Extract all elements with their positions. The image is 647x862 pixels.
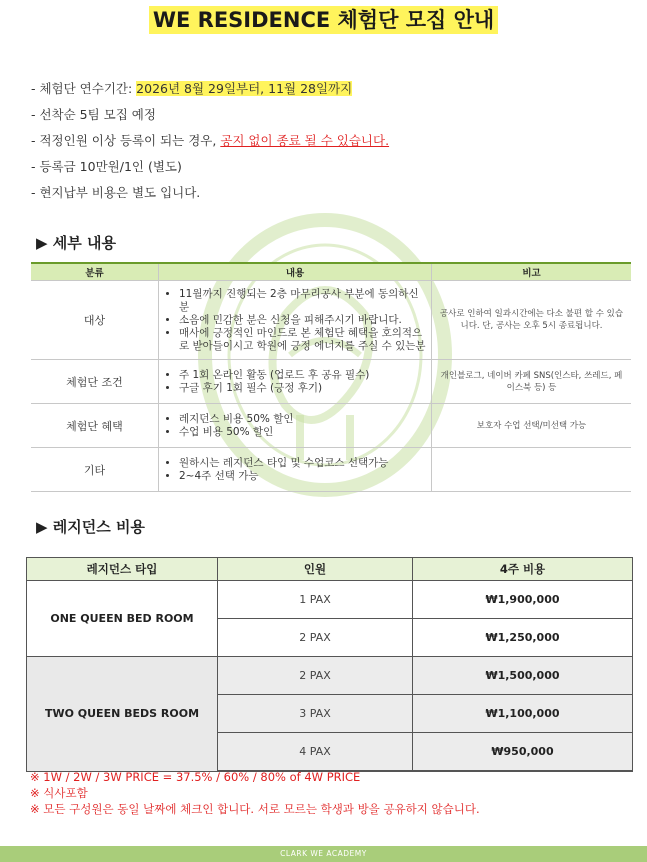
list-item: • 레지던스 비용 50% 할인 [179,413,430,426]
pax-cell: 4 PAX [218,733,413,772]
section-detail-heading: ▶ 세부 내용 [36,234,116,252]
table-row [31,404,631,448]
row-category: 기타 [31,448,159,492]
list-item: • 구글 후기 1회 필수 (긍정 후기) [179,382,430,395]
row-category: 체험단 조건 [31,360,159,404]
row-content [159,360,432,404]
row-content [159,404,432,448]
table-row [31,281,631,360]
bullet-capacity: - 적정인원 이상 등록이 되는 경우, 공지 없이 종료 될 수 있습니다. [31,133,390,148]
price-row [27,657,633,695]
bullet-local-cost: - 현지납부 비용은 별도 입니다. [31,185,201,200]
cost-cell: ₩1,500,000 [413,657,633,695]
room-type-cell: ONE QUEEN BED ROOM [27,581,218,657]
price-header-cost: 4주 비용 [413,558,633,581]
cost-cell: ₩1,250,000 [413,619,633,657]
row-category: 대상 [31,281,159,360]
room-type-cell: TWO QUEEN BEDS ROOM [27,657,218,772]
cost-cell: ₩950,000 [413,733,633,772]
bullet-first-come: - 선착순 5팀 모집 예정 [31,107,156,122]
detail-header-content: 내용 [159,263,432,281]
list-item: • 2~4주 선택 가능 [179,470,430,483]
price-header-row [27,558,633,581]
row-note [432,448,632,492]
pax-cell: 1 PAX [218,581,413,619]
row-note: 공사로 인하여 일과시간에는 다소 불편 할 수 있습니다. 단, 공사는 오후 5시 종료됩니다. [432,281,632,360]
row-note: 개인블로그, 네이버 카페 SNS(인스타, 쓰레드, 페이스북 등) 등 [432,360,632,404]
detail-header-note: 비고 [432,263,632,281]
row-content [159,448,432,492]
page-title: WE RESIDENCE 체험단 모집 안내 [0,4,647,34]
cost-cell: ₩1,900,000 [413,581,633,619]
price-notes [30,769,480,817]
list-item: • 매사에 긍정적인 마인드로 본 체험단 혜택을 호의적으로 받아들이시고 학원에 긍정 에너지를 주실 수 있는분 [179,327,430,353]
list-item: • 원하시는 레지던스 타입 및 수업코스 선택가능 [179,457,430,470]
detail-table [31,262,631,492]
list-item: • 11월까지 진행되는 2층 마무리공사 부분에 동의하신 분 [179,288,430,314]
price-row [27,581,633,619]
pax-cell: 2 PAX [218,657,413,695]
row-content [159,281,432,360]
footer-bar: CLARK WE ACADEMY [0,846,647,862]
bullet-fee: - 등록금 10만원/1인 (별도) [31,159,182,174]
price-table [26,557,633,772]
row-note: 보호자 수업 선택/미선택 가능 [432,404,632,448]
bullet-period: - 체험단 연수기간: 2026년 8월 29일부터, 11월 28일까지 [31,81,353,96]
price-header-pax: 인원 [218,558,413,581]
note-meals: ※ 식사포함 [30,786,88,800]
note-weekly-price: ※ 1W / 2W / 3W PRICE = 37.5% / 60% / 80% of 4W PRICE [30,770,361,784]
note-checkin: ※ 모든 구성원은 동일 날짜에 체크인 합니다. 서로 모르는 학생과 방을 공유하지 않습니다. [30,802,480,816]
pax-cell: 2 PAX [218,619,413,657]
detail-header-row [31,263,631,281]
list-item: • 수업 비용 50% 할인 [179,426,430,439]
cost-cell: ₩1,100,000 [413,695,633,733]
table-row [31,360,631,404]
list-item: • 소음에 민감한 분은 신청을 피해주시기 바랍니다. [179,314,430,327]
info-bullets [31,79,631,209]
section-cost-heading: ▶ 레지던스 비용 [36,518,145,536]
capacity-warning: 공지 없이 종료 될 수 있습니다. [220,133,390,148]
detail-header-category: 분류 [31,263,159,281]
list-item: • 주 1회 온라인 활동 (업로드 후 공유 필수) [179,369,430,382]
row-category: 체험단 혜택 [31,404,159,448]
pax-cell: 3 PAX [218,695,413,733]
price-header-type: 레지던스 타입 [27,558,218,581]
table-row [31,448,631,492]
